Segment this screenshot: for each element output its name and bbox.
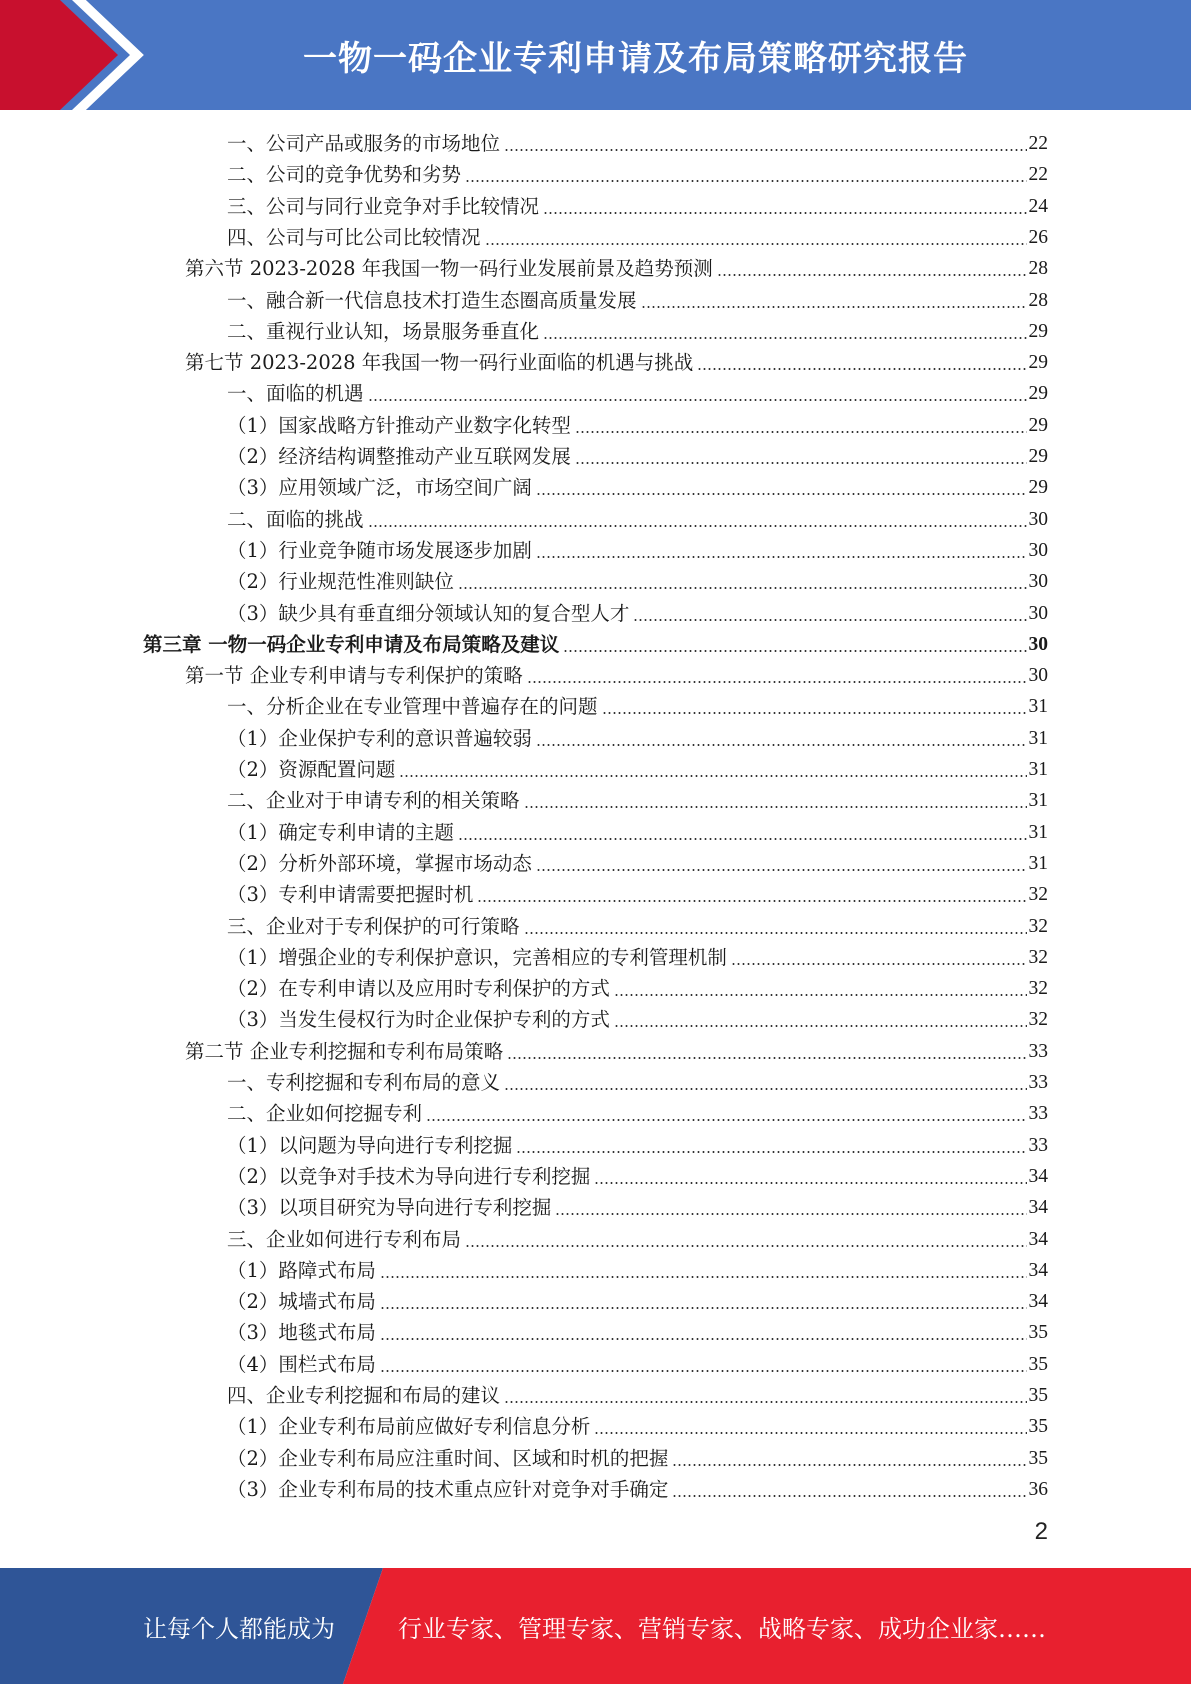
toc-entry-title: 二、重视行业认知，场景服务垂直化 <box>227 319 540 343</box>
toc-entry-page: 34 <box>1028 1259 1048 1281</box>
toc-entry[interactable] <box>185 1036 1048 1067</box>
toc-entry-page: 32 <box>1028 978 1048 1000</box>
toc-dot-leader <box>524 911 1027 942</box>
toc-dot-leader <box>641 285 1027 316</box>
toc-dot-leader <box>507 1036 1026 1067</box>
toc-entry-page: 30 <box>1028 539 1048 561</box>
toc-entry-page: 31 <box>1028 759 1048 780</box>
toc-entry-title: 二、企业对于申请专利的相关策略 <box>227 789 520 813</box>
toc-entry-title: （3）应用领域广泛，市场空间广阔 <box>227 476 532 500</box>
toc-entry[interactable] <box>227 1255 1048 1286</box>
toc-entry-page: 30 <box>1028 665 1048 687</box>
toc-entry-page: 33 <box>1028 1040 1048 1062</box>
page-header <box>0 0 1191 110</box>
toc-entry[interactable] <box>227 1380 1048 1411</box>
toc-dot-leader <box>633 598 1026 629</box>
toc-entry-page: 30 <box>1028 602 1048 624</box>
toc-entry-page: 31 <box>1028 821 1048 843</box>
toc-entry-page: 32 <box>1028 884 1048 906</box>
toc-dot-leader <box>672 1474 1026 1505</box>
toc-entry[interactable] <box>227 504 1048 535</box>
toc-entry-page: 30 <box>1028 508 1048 530</box>
toc-entry[interactable] <box>227 472 1048 503</box>
toc-entry[interactable] <box>185 253 1048 284</box>
toc-dot-leader <box>368 378 1027 409</box>
toc-dot-leader <box>368 504 1027 535</box>
toc-entry-title: （2）资源配置问题 <box>227 758 396 781</box>
toc-entry[interactable] <box>227 566 1048 597</box>
toc-entry-page: 32 <box>1028 946 1048 968</box>
toc-entry[interactable] <box>227 159 1048 190</box>
toc-entry-title: （3）地毯式布局 <box>227 1321 376 1345</box>
toc-dot-leader <box>465 159 1026 190</box>
toc-entry-title: （2）城墙式布局 <box>227 1290 376 1314</box>
toc-dot-leader <box>717 253 1027 284</box>
toc-dot-leader <box>543 316 1026 347</box>
page-footer <box>0 1568 1191 1684</box>
toc-entry-page: 24 <box>1028 195 1048 217</box>
toc-dot-leader <box>536 535 1027 566</box>
toc-entry[interactable] <box>227 1286 1048 1317</box>
toc-entry[interactable] <box>227 942 1048 973</box>
footer-slogan-right: 行业专家、管理专家、营销专家、战略专家、成功企业家…… <box>398 1614 1046 1643</box>
toc-entry[interactable] <box>227 817 1048 848</box>
toc-entry[interactable] <box>227 535 1048 566</box>
toc-entry[interactable] <box>227 1130 1048 1161</box>
toc-entry-title: 一、面临的机遇 <box>227 382 364 406</box>
toc-entry-page: 22 <box>1028 133 1048 154</box>
toc-entry-page: 35 <box>1028 1353 1048 1375</box>
toc-entry[interactable] <box>227 1443 1048 1474</box>
toc-entry-title: 第六节 2023-2028 年我国一物一码行业发展前景及趋势预测 <box>185 257 713 281</box>
toc-entry-page: 30 <box>1028 571 1048 593</box>
toc-dot-leader <box>426 1098 1026 1129</box>
toc-entry-page: 30 <box>1028 633 1048 655</box>
toc-entry-page: 29 <box>1028 446 1048 467</box>
toc-entry[interactable] <box>227 1192 1048 1223</box>
toc-entry-title: 四、企业专利挖掘和布局的建议 <box>227 1384 501 1407</box>
toc-entry-title: 一、融合新一代信息技术打造生态圈高质量发展 <box>227 288 637 312</box>
toc-entry-title: （1）以问题为导向进行专利挖掘 <box>227 1133 513 1157</box>
toc-entry-page: 28 <box>1028 258 1048 280</box>
toc-entry[interactable] <box>227 598 1048 629</box>
toc-entry-title: 一、公司产品或服务的市场地位 <box>227 132 501 155</box>
toc-entry-page: 29 <box>1028 477 1048 499</box>
toc-entry-page: 34 <box>1028 1165 1048 1187</box>
toc-dot-leader <box>594 1161 1026 1192</box>
toc-entry-title: 第一节 企业专利申请与专利保护的策略 <box>185 664 523 688</box>
toc-entry[interactable] <box>227 785 1048 816</box>
toc-entry-page: 33 <box>1028 1072 1048 1093</box>
toc-entry-page: 32 <box>1028 1009 1048 1031</box>
toc-entry-title: 二、面临的挑战 <box>227 507 364 531</box>
toc-entry[interactable] <box>227 1317 1048 1348</box>
toc-dot-leader <box>516 1130 1026 1161</box>
toc-entry-title: （1）确定专利申请的主题 <box>227 820 454 844</box>
toc-entry-page: 35 <box>1028 1322 1048 1344</box>
toc-entry[interactable] <box>227 691 1048 722</box>
toc-entry-title: 第三章 一物一码企业专利申请及布局策略及建议 <box>143 632 560 656</box>
toc-dot-leader <box>380 1349 1027 1380</box>
toc-dot-leader <box>672 1443 1026 1474</box>
toc-dot-leader <box>594 1411 1026 1442</box>
toc-entry-page: 26 <box>1028 226 1048 248</box>
toc-entry-title: （1）企业专利布局前应做好专利信息分析 <box>227 1415 591 1439</box>
toc-dot-leader <box>477 879 1026 910</box>
toc-entry-page: 29 <box>1028 352 1048 374</box>
toc-entry-title: （3）当发生侵权行为时企业保护专利的方式 <box>227 1008 610 1032</box>
toc-entry-title: 第七节 2023-2028 年我国一物一码行业面临的机遇与挑战 <box>185 351 694 375</box>
toc-entry-page: 34 <box>1028 1197 1048 1219</box>
toc-dot-leader <box>458 817 1027 848</box>
toc-entry-page: 35 <box>1028 1385 1048 1406</box>
toc-entry-page: 22 <box>1028 164 1048 186</box>
toc-dot-leader <box>555 1192 1026 1223</box>
toc-dot-leader <box>536 848 1027 879</box>
toc-entry-page: 33 <box>1028 1103 1048 1125</box>
toc-entry[interactable] <box>227 191 1048 222</box>
toc-entry-page: 35 <box>1028 1416 1048 1438</box>
toc-entry-page: 34 <box>1028 1228 1048 1250</box>
toc-entry[interactable] <box>227 316 1048 347</box>
toc-entry[interactable] <box>227 128 1048 159</box>
toc-dot-leader <box>536 723 1027 754</box>
toc-entry-title: （3）以项目研究为导向进行专利挖掘 <box>227 1196 552 1220</box>
toc-entry-title: （3）企业专利布局的技术重点应针对竞争对手确定 <box>227 1477 669 1501</box>
toc-entry-title: 三、企业对于专利保护的可行策略 <box>227 914 520 938</box>
toc-dot-leader <box>536 472 1027 503</box>
toc-dot-leader <box>399 754 1026 785</box>
toc-entry-page: 35 <box>1028 1447 1048 1469</box>
toc-dot-leader <box>575 441 1027 472</box>
toc-entry[interactable] <box>227 1411 1048 1442</box>
toc-entry-page: 28 <box>1028 289 1048 311</box>
toc-entry-page: 32 <box>1028 915 1048 937</box>
toc-entry-title: （2）行业规范性准则缺位 <box>227 570 454 594</box>
toc-entry[interactable] <box>227 973 1048 1004</box>
toc-entry[interactable] <box>227 1474 1048 1505</box>
toc-dot-leader <box>504 1067 1026 1098</box>
toc-dot-leader <box>575 410 1027 441</box>
footer-slogan-left: 让每个人都能成为 <box>143 1614 335 1643</box>
toc-entry[interactable] <box>227 410 1048 441</box>
toc-entry-title: （2）经济结构调整推动产业互联网发展 <box>227 445 571 468</box>
toc-entry-page: 29 <box>1028 414 1048 436</box>
toc-dot-leader <box>731 942 1027 973</box>
toc-entry[interactable] <box>227 911 1048 942</box>
toc-entry-title: （2）以竞争对手技术为导向进行专利挖掘 <box>227 1164 591 1188</box>
toc-entry[interactable] <box>185 660 1048 691</box>
report-title: 一物一码企业专利申请及布局策略研究报告 <box>303 38 968 79</box>
toc-entry-page: 31 <box>1028 852 1048 874</box>
toc-entry[interactable] <box>227 723 1048 754</box>
toc-dot-leader <box>458 566 1027 597</box>
toc-entry-title: 四、公司与可比公司比较情况 <box>227 225 481 249</box>
toc-dot-leader <box>614 973 1027 1004</box>
toc-entry[interactable] <box>227 285 1048 316</box>
toc-entry-title: 一、分析企业在专业管理中普遍存在的问题 <box>227 695 598 719</box>
toc-entry-title: （2）在专利申请以及应用时专利保护的方式 <box>227 977 610 1001</box>
toc-entry-title: 第二节 企业专利挖掘和专利布局策略 <box>185 1039 504 1063</box>
toc-dot-leader <box>380 1286 1027 1317</box>
toc-dot-leader <box>485 222 1027 253</box>
toc-entry-title: （3）专利申请需要把握时机 <box>227 883 474 907</box>
toc-entry-title: 一、专利挖掘和专利布局的意义 <box>227 1071 501 1094</box>
toc-entry[interactable] <box>227 879 1048 910</box>
toc-entry-title: 三、公司与同行业竞争对手比较情况 <box>227 194 540 218</box>
toc-entry-title: 三、企业如何进行专利布局 <box>227 1227 462 1251</box>
toc-dot-leader <box>524 785 1027 816</box>
toc-entry-title: （1）增强企业的专利保护意识，完善相应的专利管理机制 <box>227 945 727 969</box>
toc-entry[interactable] <box>227 1067 1048 1098</box>
toc-dot-leader <box>697 347 1026 378</box>
toc-entry[interactable] <box>227 848 1048 879</box>
toc-dot-leader <box>504 1380 1026 1411</box>
toc-entry-title: （1）路障式布局 <box>227 1258 376 1282</box>
toc-entry-title: （2）企业专利布局应注重时间、区域和时机的把握 <box>227 1446 669 1470</box>
toc-entry-page: 33 <box>1028 1134 1048 1156</box>
toc-entry-title: （2）分析外部环境，掌握市场动态 <box>227 851 532 875</box>
toc-entry-page: 29 <box>1028 320 1048 342</box>
toc-entry-page: 31 <box>1028 696 1048 718</box>
toc-entry[interactable] <box>227 754 1048 785</box>
toc-entry-page: 31 <box>1028 790 1048 812</box>
toc-dot-leader <box>563 629 1026 660</box>
toc-entry[interactable] <box>227 441 1048 472</box>
toc-dot-leader <box>527 660 1027 691</box>
page-number: 2 <box>1034 1518 1048 1545</box>
toc-entry[interactable] <box>227 1349 1048 1380</box>
toc-entry-title: 二、企业如何挖掘专利 <box>227 1102 423 1126</box>
toc-dot-leader <box>465 1224 1026 1255</box>
toc-entry-title: （4）围栏式布局 <box>227 1352 376 1376</box>
toc-entry[interactable] <box>227 1098 1048 1129</box>
toc-dot-leader <box>504 128 1026 159</box>
toc-entry[interactable] <box>227 222 1048 253</box>
toc-entry-page: 34 <box>1028 1291 1048 1313</box>
toc-dot-leader <box>380 1317 1027 1348</box>
toc-entry-page: 31 <box>1028 727 1048 749</box>
toc-dot-leader <box>380 1255 1027 1286</box>
toc-dot-leader <box>602 691 1027 722</box>
toc-dot-leader <box>543 191 1026 222</box>
toc-entry[interactable] <box>227 1161 1048 1192</box>
toc-entry-page: 36 <box>1028 1478 1048 1500</box>
toc-entry-title: （1）行业竞争随市场发展逐步加剧 <box>227 538 532 562</box>
toc-entry[interactable] <box>227 378 1048 409</box>
header-chevron-decoration <box>0 0 150 110</box>
toc-entry-title: （1）国家战略方针推动产业数字化转型 <box>227 413 571 437</box>
toc-entry[interactable] <box>227 1224 1048 1255</box>
toc-dot-leader <box>614 1004 1027 1035</box>
toc-entry-title: 二、公司的竞争优势和劣势 <box>227 163 462 187</box>
toc-entry-title: （1）企业保护专利的意识普遍较弱 <box>227 726 532 750</box>
toc-entry-title: （3）缺少具有垂直细分领域认知的复合型人才 <box>227 601 630 625</box>
toc-entry[interactable] <box>185 347 1048 378</box>
toc-entry[interactable] <box>143 629 1048 660</box>
toc-entry[interactable] <box>227 1004 1048 1035</box>
toc-entry-page: 29 <box>1028 383 1048 405</box>
